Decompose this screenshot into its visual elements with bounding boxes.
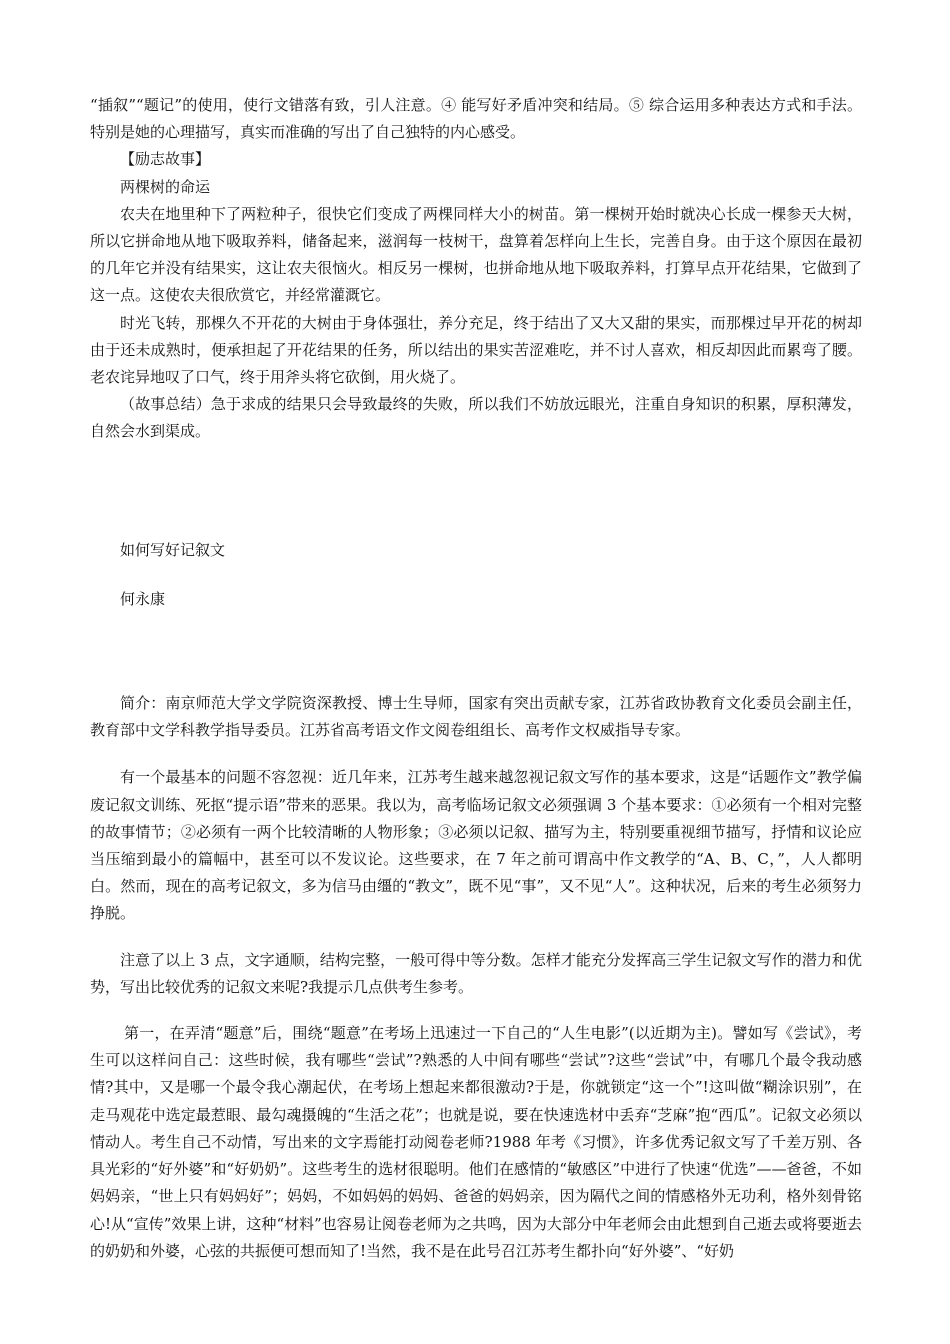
story-paragraph-2: 时光飞转，那棵久不开花的大树由于身体强壮，养分充足，终于结出了又大又甜的果实，而那棵过早开花的树却由于还未成熟时，便承担起了开花结果的任务，所以结出的果实苦涩难吃，并不讨人喜欢，相反却因此而累弯了腰。老农诧异地叹了口气，终于用斧头将它砍倒，用火烧了。: [90, 313, 862, 387]
spacer: [90, 564, 862, 586]
author-introduction: 简介：南京师范大学文学院资深教授、博士生导师，国家有突出贡献专家，江苏省政协教育文化委员会副主任，教育部中文学科教学指导委员。江苏省高考语文作文阅卷组组长、高考作文权威指导专家。: [90, 694, 862, 740]
article-paragraph-3: 第一，在弄清“题意”后，围绕“题意”在考场上迅速过一下自己的“人生电影”(以近期为主)。譬如写《尝试》，考生可以这样问自己：这些时候，我有哪些“尝试”?熟悉的人中间有哪些“尝试”?这些“尝试”中，有哪几个最令我动感情?其中，又是哪一个最令我心潮起伏，在考场上想起来都很激动?于是，你就锁定“这一个”!这叫做“糊涂识别”，在走马观花中选定最惹眼、最勾魂摄魄的“生活之花”；也就是说，要在快速选材中丢弃“芝麻”抱“西瓜”。记叙文必须以情动人。考生自己不动情，写出来的文字焉能打动阅卷老师?1988 年考《习惯》，许多优秀记叙文写了千差万别、各具光彩的“好外婆”和“好奶奶”。这些考生的选材很聪明。他们在感情的“敏感区”中进行了快速“优选”——爸爸，不如妈妈亲，“世上只有妈妈好”；妈妈，不如妈妈的妈妈、爸爸的妈妈亲，因为隔代之间的情感格外无功利，格外刻骨铭心!从“宣传”效果上讲，这种“材料”也容易让阅卷老师为之共鸣，因为大部分中年老师会由此想到自己逝去或将要逝去的奶奶和外婆，心弦的共振便可想而知了!当然，我不是在此号召江苏考生都扑向“好外婆”、“好奶: [90, 1024, 862, 1260]
spacer: [90, 613, 862, 690]
article-title: 如何写好记叙文: [120, 540, 226, 559]
document-body: [90, 92, 862, 1265]
article-paragraph-2: 注意了以上 3 点，文字通顺，结构完整，一般可得中等分数。怎样才能充分发挥高三学生记叙文写作的潜力和优势，写出比较优秀的记叙文来呢?我提示几点供考生参考。: [90, 950, 862, 996]
spacer: [90, 744, 862, 764]
paragraph-intro-continuation: “插叙”“题记”的使用，使行文错落有致，引人注意。④ 能写好矛盾冲突和结局。⑤ 综合运用多种表达方式和手法。特别是她的心理描写，真实而准确的写出了自己独特的内心感受。: [90, 96, 862, 142]
story-paragraph-1: 农夫在地里种下了两粒种子，很快它们变成了两棵同样大小的树苗。第一棵树开始时就决心长成一棵参天大树，所以它拼命地从地下吸取养料，储备起来，滋润每一枝树干，盘算着怎样向上生长，完善自身。由于这个原因在最初的几年它并没有结果实，这让农夫很恼火。相反另一棵树，也拼命地从地下吸取养料，打算早点开花结果，它做到了这一点。这使农夫很欣赏它，并经常灌溉它。: [90, 204, 862, 305]
story-summary: （故事总结）急于求成的结果只会导致最终的失败，所以我们不妨放远眼光，注重自身知识的积累，厚积薄发，自然会水到渠成。: [90, 395, 862, 441]
article-paragraph-1: 有一个最基本的问题不容忽视：近几年来，江苏考生越来越忽视记叙文写作的基本要求，这是“话题作文”教学偏废记叙文训练、死抠“提示语”带来的恶果。我以为，高考临场记叙文必须强调 3 个基本要求：①必须有一个相对完整的故事情节；②必须有一两个比较清晰的人物形象；③必须以记叙、描写为主，特别要重视细节描写，抒情和议论应当压缩到最小的篇幅中，甚至可以不发议论。这些要求，在 7 年之前可谓高中作文教学的“A、B、C，”，人人都明白。然而，现在的高考记叙文，多为信马由缰的“教文”，既不见“事”，又不见“人”。这种状况，后来的考生必须努力挣脱。: [90, 768, 862, 923]
article-author: 何永康: [120, 589, 166, 608]
spacer: [90, 928, 862, 947]
section-heading-inspirational-story: 【励志故事】: [120, 150, 211, 169]
spacer: [90, 446, 862, 537]
spacer: [90, 1001, 862, 1020]
story-title: 两棵树的命运: [120, 177, 211, 196]
